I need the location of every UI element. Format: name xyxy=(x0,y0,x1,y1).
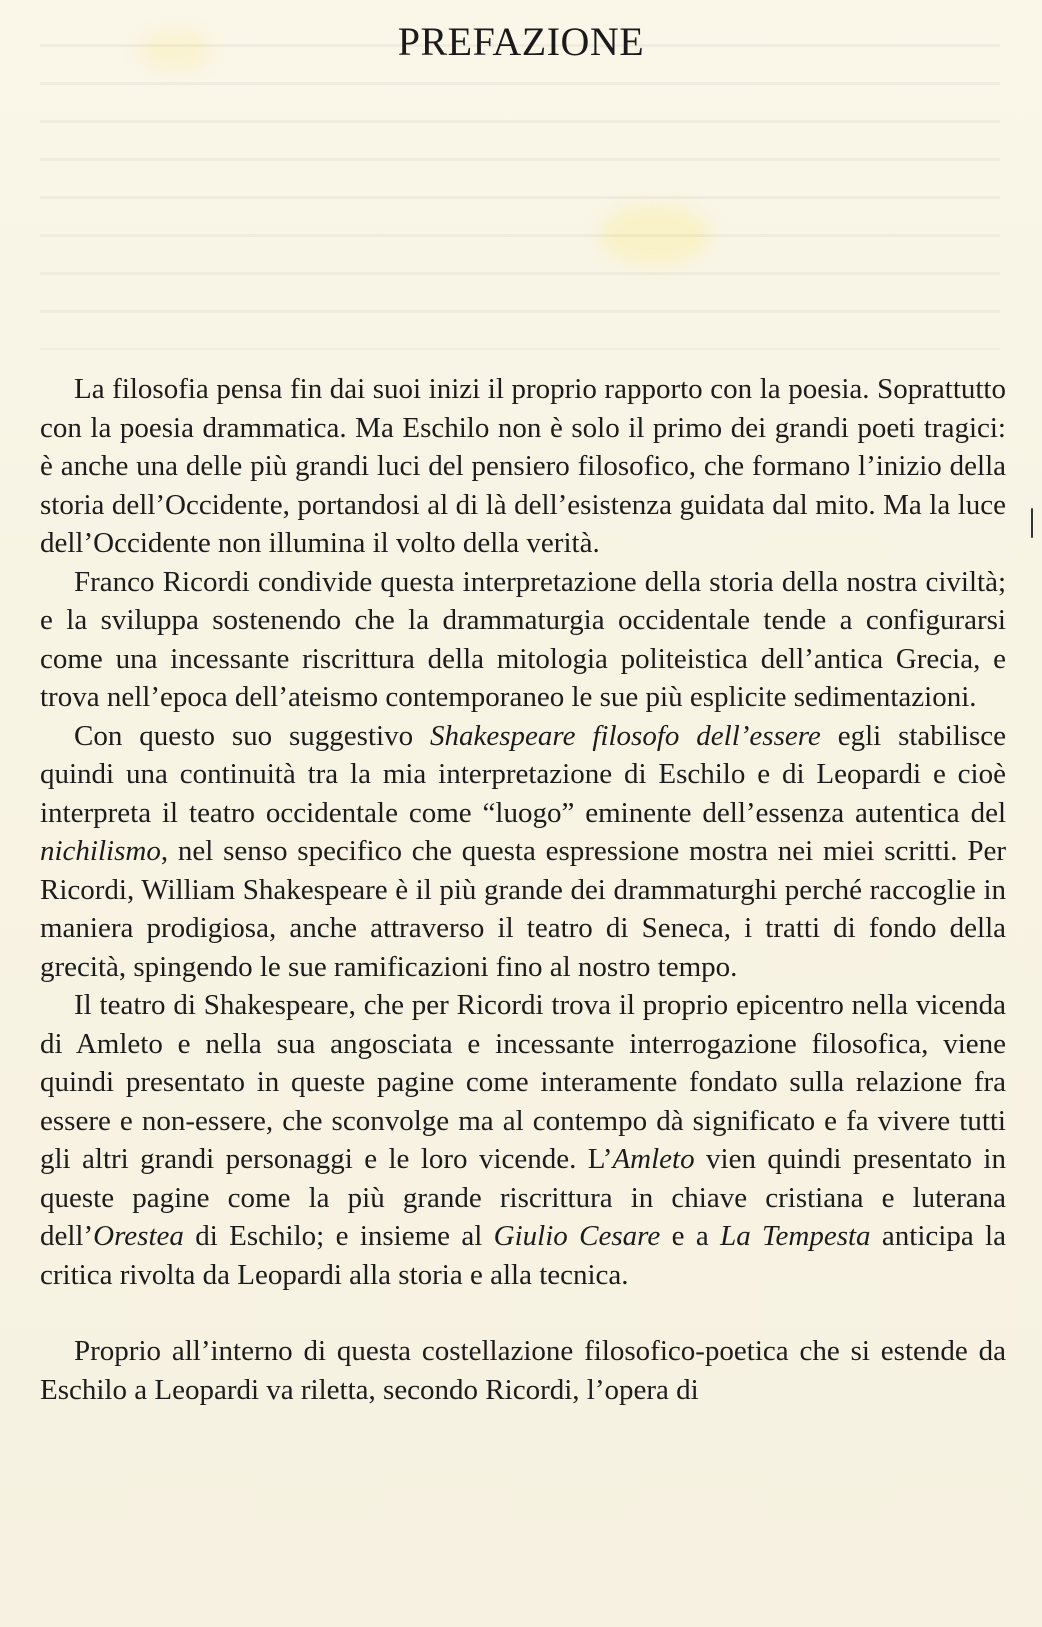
paragraph-text: e a xyxy=(660,1220,721,1252)
paragraph-text: di Eschilo; e insieme al xyxy=(183,1220,494,1252)
bleed-through-text xyxy=(40,20,1000,350)
italic-title-text: La Tempesta xyxy=(720,1220,871,1252)
body-text xyxy=(40,370,1006,1409)
paragraph-text: Proprio all’interno di questa costellazione filosofico-poetica che si estende da Eschilo a Leopardi va riletta, secondo Ricordi, l’opera di xyxy=(40,1335,1006,1406)
paragraph-3 xyxy=(40,717,1006,987)
italic-title-text: Orestea xyxy=(93,1220,184,1252)
italic-title-text: Amleto xyxy=(612,1143,695,1175)
paragraph-4 xyxy=(40,986,1006,1294)
paragraph-text: Con questo suo suggestivo xyxy=(74,719,430,752)
paragraph-text: , nel senso specifico che questa espressione mostra nei miei scritti. Per Ricordi, William Shakespeare è il più grande dei drammaturghi perché raccoglie in maniera prodigiosa, anche attraverso il teatro di Seneca, i tratti di fondo della grecità, spingendo le sue ramificazioni fino al nostro tempo. xyxy=(40,835,1006,983)
italic-title-text: Giulio Cesare xyxy=(493,1220,661,1252)
paragraph-text: La filosofia pensa fin dai suoi inizi il proprio rapporto con la poesia. Soprattutto con la poesia drammatica. Ma Eschilo non è solo il primo dei grandi poeti tragici: è anche una delle più grandi luci del pensiero filosofico, che formano l’inizio della storia dell’Occidente, portandosi al di là dell’esistenza guidata dal mito. Ma la luce dell’Occidente non illumina il volto della verità. xyxy=(40,373,1006,559)
paragraph-text: Franco Ricordi condivide questa interpretazione della storia della nostra civiltà; e la sviluppa sostenendo che la drammaturgia occidentale tende a configurarsi come una incessante riscrittura della mitologia politeistica dell’antica Grecia, e trova nell’epoca dell’ateismo contemporaneo le sue più esplicite sedimentazioni. xyxy=(40,565,1006,713)
page-title: PREFAZIONE xyxy=(397,19,645,64)
paragraph-text: vien quindi presentato in queste pagine come la più grande riscrittura in chiave cristiana e luterana dell’ xyxy=(40,1143,1006,1252)
italic-title-text: Shakespeare filosofo dell’essere xyxy=(429,719,821,752)
paragraph-text: Il teatro di Shakespeare, che per Ricordi trova il proprio epicentro nella vicenda di Amleto e nella sua angosciata e incessante interrogazione filosofica, viene quindi presentato in queste pagine come interamente fondato sulla relazione fra essere e non-essere, che sconvolge ma al contempo dà significato e fa vivere tutti gli altri grandi personaggi e le loro vicende. L’ xyxy=(40,989,1006,1175)
margin-pencil-mark xyxy=(1031,508,1033,538)
paragraph-5 xyxy=(40,1332,1006,1409)
paragraph-1 xyxy=(40,370,1006,563)
paragraph-text: anticipa la critica rivolta da Leopardi alla storia e alla tecnica. xyxy=(40,1220,1006,1291)
paragraph-2 xyxy=(40,563,1006,717)
italic-title-text: nichilismo xyxy=(40,835,161,867)
paragraph-text: egli stabilisce quindi una continuità tra la mia interpretazione di Eschilo e di Leopardi e cioè interpreta il teatro occidentale come “luogo” eminente dell’essenza autentica del xyxy=(40,719,1006,829)
